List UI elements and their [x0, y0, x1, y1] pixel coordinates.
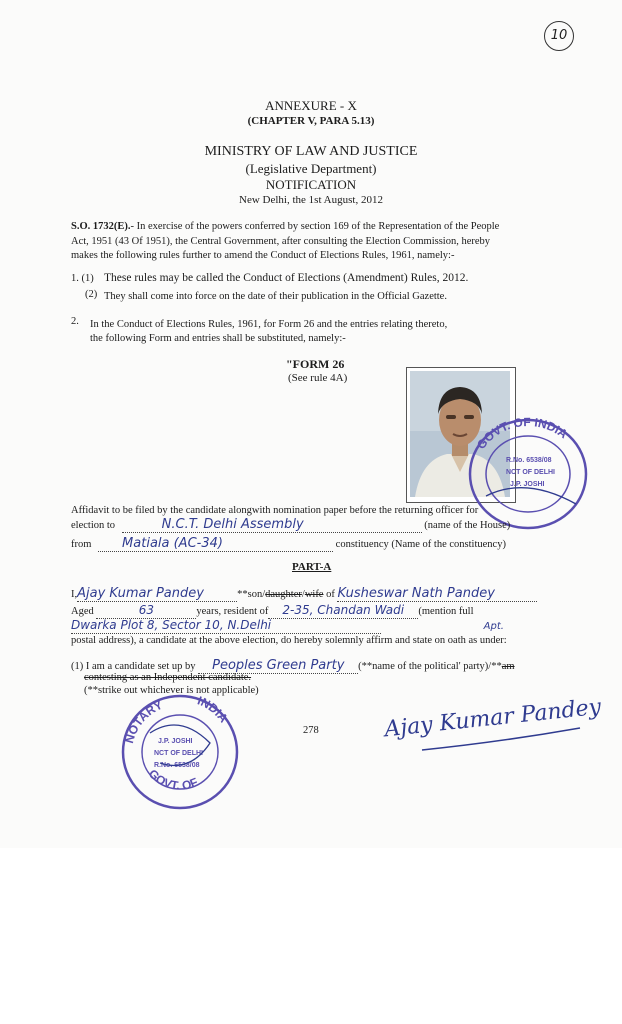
- relation-son: **son/: [237, 589, 266, 600]
- preamble-line-1: [71, 220, 499, 233]
- footer-page-number: 278: [303, 725, 319, 736]
- corner-page-number: 10: [544, 21, 574, 51]
- election-to-label: election to: [71, 520, 116, 531]
- name-row: [71, 587, 537, 602]
- ministry-heading: MINISTRY OF LAW AND JUSTICE: [204, 144, 418, 159]
- independent-struck: contesting as an Independent candidate.: [84, 672, 252, 683]
- notary-stamp-left: [120, 693, 240, 811]
- stamp-right-inner-1: R.No. 6538/08: [506, 457, 552, 464]
- part-a-heading: PART-A: [292, 561, 332, 573]
- form-subtitle: (See rule 4A): [288, 372, 348, 384]
- i-label: I,: [71, 589, 78, 600]
- address-note: Apt.: [483, 621, 504, 632]
- aged-label: Aged: [71, 606, 94, 617]
- rule-1-number: 1. (1): [71, 273, 94, 284]
- stamp-left-bottom-text: GOVT. OF: [145, 766, 200, 793]
- candidate-signature: Ajay Kumar Pandey: [383, 694, 603, 743]
- relation-wife-struck: wife: [304, 589, 324, 600]
- stamp-left-inner-3: R.No. 6538/08: [154, 762, 200, 769]
- election-to-row: [71, 518, 511, 533]
- preamble-text-1: - In exercise of the powers conferred by section 169 of the Representation of the People: [130, 221, 500, 232]
- rule-2-number: 2.: [71, 316, 79, 327]
- stamp-right-inner-3: J.P. JOSHI: [510, 481, 545, 488]
- rule-2-line-2: the following Form and entries shall be substituted, namely:-: [90, 333, 346, 344]
- form-title: "FORM 26: [286, 357, 345, 371]
- mention-full-label: (mention full: [418, 606, 474, 617]
- constituency-value: Matiala (AC-34): [122, 536, 223, 551]
- postal-address-line: postal address), a candidate at the above election, do hereby solemnly affirm and state on oath as under:: [71, 635, 507, 646]
- stamp-right-outer-text: GOVT. OF INDIA: [473, 416, 571, 452]
- party-value: Peoples Green Party: [212, 658, 345, 673]
- stamp-left-inner-1: J.P. JOSHI: [158, 738, 193, 745]
- signature-underline: [420, 724, 585, 754]
- age-value: 63: [138, 603, 155, 617]
- preamble-line-2: Act, 1951 (43 Of 1951), the Central Government, after consulting the Election Commission, hereby: [71, 236, 491, 247]
- so-number: S.O. 1732(E).: [71, 221, 131, 232]
- preamble-line-3: makes the following rules further to amend the Conduct of Elections Rules, 1961, namely:-: [71, 250, 455, 261]
- father-name-value: Kusheswar Nath Pandey: [337, 586, 495, 601]
- constituency-label: constituency (Name of the constituency): [335, 539, 506, 550]
- rule-1b-text: They shall come into force on the date of their publication in the Official Gazette.: [104, 291, 447, 302]
- stamp-left-top-text: NOTARY: [122, 697, 165, 745]
- relation-daughter-struck: daughter: [265, 589, 302, 600]
- stamp-left-right-text: INDIA: [195, 693, 231, 726]
- rule-2-line-1: In the Conduct of Elections Rules, 1961, for Form 26 and the entries relating thereto,: [90, 319, 448, 330]
- strike-note: (**strike out whichever is not applicable): [84, 685, 259, 696]
- address-value-1: 2-35, Chandan Wadi: [282, 603, 405, 617]
- stamp-left-inner-2: NCT OF DELHI: [154, 750, 203, 757]
- stamp-right-inner-2: NCT OF DELHI: [506, 469, 555, 476]
- constituency-row: [71, 537, 506, 552]
- notary-stamp-right: [466, 416, 590, 534]
- affidavit-line-1: Affidavit to be filed by the candidate alongwith nomination paper before the returning officer for: [71, 505, 479, 516]
- from-label: from: [71, 539, 92, 550]
- relation-of: of: [326, 589, 335, 600]
- chapter-heading: (CHAPTER V, PARA 5.13): [247, 115, 375, 127]
- election-to-value: N.C.T. Delhi Assembly: [161, 517, 304, 532]
- house-label: (name of the House): [424, 520, 511, 531]
- notification-heading: NOTIFICATION: [265, 177, 357, 192]
- candidate-setup-label: (1) I am a candidate set up by: [71, 661, 196, 672]
- rule-1-text: These rules may be called the Conduct of Elections (Amendment) Rules, 2012.: [104, 272, 469, 284]
- address-value-2: Dwarka Plot 8, Sector 10, N.Delhi: [71, 618, 272, 632]
- notification-date: New Delhi, the 1st August, 2012: [239, 194, 383, 206]
- am-struck: am: [501, 661, 515, 672]
- annexure-heading: ANNEXURE - X: [265, 98, 357, 113]
- rule-1b-number: (2): [85, 289, 98, 300]
- address-row-2: [71, 619, 504, 634]
- department-heading: (Legislative Department): [245, 161, 377, 176]
- relation-slash: /: [301, 589, 305, 600]
- party-label: (**name of the political' party)/**: [358, 661, 502, 672]
- candidate-name-value: Ajay Kumar Pandey: [77, 586, 204, 601]
- years-resident-label: years, resident of: [196, 606, 269, 617]
- age-row: [71, 604, 474, 619]
